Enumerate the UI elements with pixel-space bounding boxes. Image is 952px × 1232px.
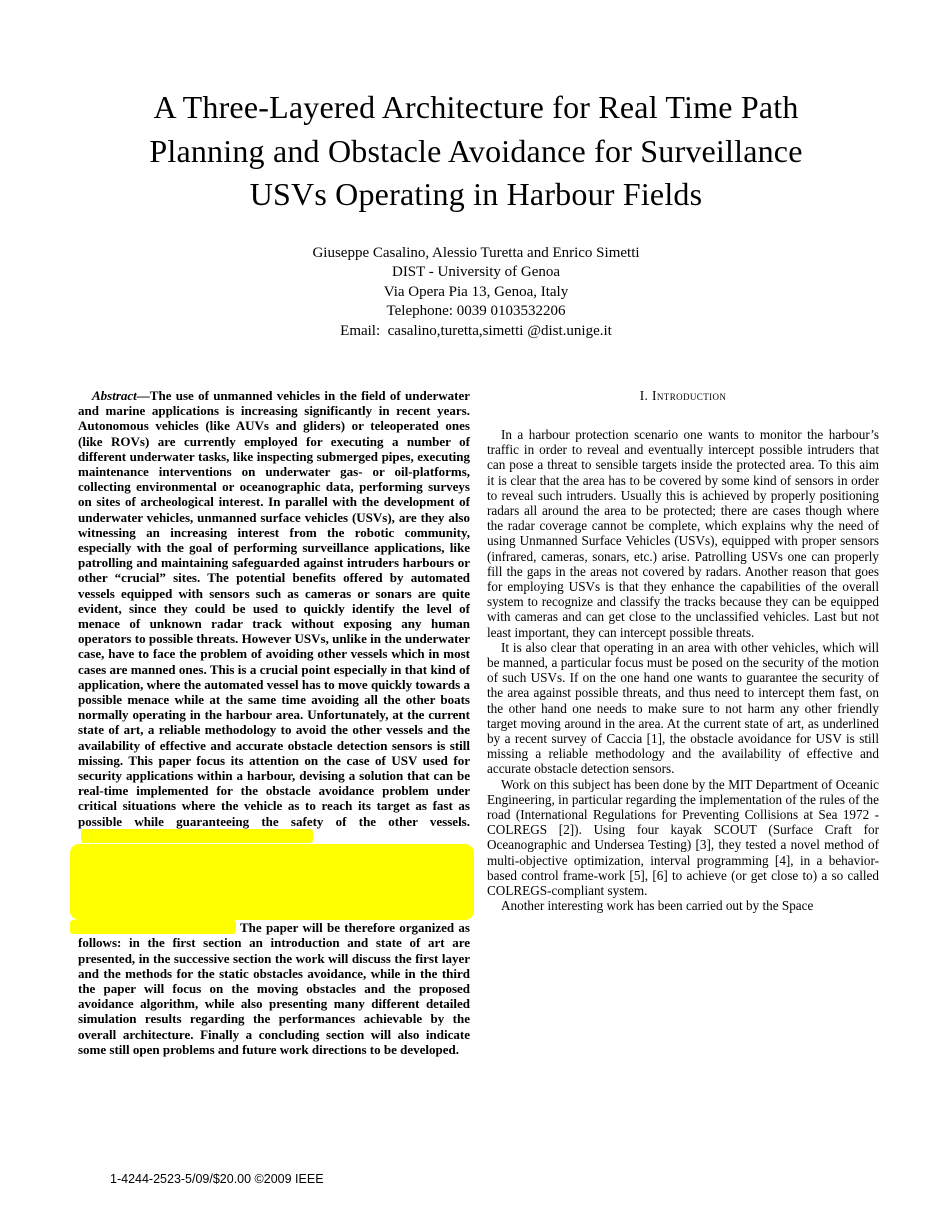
intro-paragraph-2: It is also clear that operating in an area with other vehicles, which will be manned, a particular focus must be posed on the security of the motion of such USVs. If on the one hand one wants to guarantee the security of the area against possible threats, and thus need to intercept them fast, on the other hand one needs to make sure to not harm any other friendly target moving around in the area. At the current state of art, as underlined by a recent survey of Caccia [1], the obstacle avoidance for USV is still missing a reliable methodology and the availability of effective and accurate obstacle detection sensors. [487, 639, 879, 777]
title-line-3: USVs Operating in Harbour Fields [249, 176, 703, 212]
right-column [487, 388, 879, 1057]
author-names: Giuseppe Casalino, Alessio Turetta and Enrico Simetti [312, 244, 640, 261]
telephone: Telephone: 0039 0103532206 [386, 303, 566, 319]
abstract-paragraph-continued [78, 920, 470, 1057]
left-column [78, 388, 470, 1057]
abstract-text-part2: The paper will be therefore organized as follows: in the first section an introduction and state of art are presented, in the successive section the work will discuss the first layer and the methods for the static obstacles avoidance, while in the third the paper will focus on the moving obstacles and the proposed avoidance algorithm, while also presenting many different detailed simulation results regarding the performances achievable by the overall architecture. Finally a concluding section will also indicate some still open problems and future work directions to be developed. [78, 920, 470, 1057]
paper-title [0, 0, 952, 217]
abstract-paragraph [78, 388, 470, 844]
two-column-body [78, 388, 879, 1057]
title-line-1: A Three-Layered Architecture for Real Time Path [153, 89, 799, 125]
intro-paragraph-3: Work on this subject has been done by the MIT Department of Oceanic Engineering, in particular regarding the implementation of the rules of the road (International Regulations for Preventing Collisions at Sea 1972 - COLREGS [2]). Using four kayak SCOUT (Surface Craft for Oceanographic and Undersea Testing) [3], they tested a novel method of multi-objective optimization, interval programming [4], in a behavior-based control frame-work [5], [6] to achieve (or get close to) a so called COLREGS-compliant system. [487, 776, 879, 899]
email: Email: casalino,turetta,simetti @dist.unige.it [340, 322, 612, 339]
address: Via Opera Pia 13, Genoa, Italy [383, 283, 569, 300]
intro-paragraph-4: Another interesting work has been carried out by the Space [501, 898, 814, 914]
abstract-label: Abstract [92, 388, 137, 403]
highlight-stroke-lead [70, 920, 236, 934]
abstract-text-part1: —The use of unmanned vehicles in the field of underwater and marine applications is increasing significantly in recent years. Autonomous vehicles (like AUVs and gliders) or teleoperated ones (like ROVs) are currently employed for executing a number of different underwater tasks, like inspecting submerged pipes, executing maintenance interventions on underwater gas- or oil-platforms, collecting environmental or oceanographic data, performing surveys on sites of archeological interest. In parallel with the development of underwater vehicles, unmanned surface vehicles (USVs), are they also witnessing an increasing interest from the robotic community, especially with the goal of performing surveillance applications, like patrolling and maintaining safeguarded against intruders harbours or other “crucial” sites. The potential benefits offered by automated vessels equipped with sensors such as cameras or sonars are quite evident, since they could be used to quickly identify the level of menace of unknown radar track without exposing any human operators to possible threats. However USVs, unlike in the underwater case, have to face the problem of avoiding other vessels which in most cases are manned ones. This is a crucial point especially in that kind of application, where the automated vessel has to move quickly towards a possible menace while at the same time avoiding all the other boats normally operating in the harbour area. Unfortunately, at the current state of art, a reliable methodology to avoid the other vessels and the availability of effective and accurate obstacle detection sensors is still missing. This paper focus its attention on the case of USV used for security applications within a harbour, devising a solution that can be real-time implemented for the obstacle avoidance problem under critical situations where the vehicle as to reach its target as fast as possible while guaranteeing the safety of the other vessels. [78, 388, 470, 829]
author-block [0, 244, 952, 342]
section-heading-introduction: I. Introduction [639, 388, 727, 403]
title-line-2: Planning and Obstacle Avoidance for Surveillance [149, 132, 803, 169]
affiliation: DIST - University of Genoa [391, 264, 561, 280]
copyright-notice: 1-4244-2523-5/09/$20.00 ©2009 IEEE [110, 1172, 324, 1186]
highlight-stroke-tail [81, 829, 313, 843]
intro-paragraph-1: In a harbour protection scenario one wants to monitor the harbour’s traffic in order to reveal and eventually intercept possible intruders that can pose a threat to sensible targets inside the protected area. To this aim it is clear that the area has to be covered by some kind of sensors in order to reveal such intruders. Usually this is achieved by properly positioning radars all around the area to be protected; there are cases though where the radar coverage cannot be complete, which explains why the need of using Unmanned Surface Vehicles (USVs), equipped with proper sensors (infrared, cameras, sonars, etc.) arise. Patrolling USVs one can properly fill the gaps in the areas not covered by radars. Another reason that goes for employing USVs is that they enhance the capabilities of the overall system to recognize and classify the tracks because they can be equipped with cameras and can get close to the unclassified vehicles. Last but not least important, they can intercept possible threats. [487, 427, 879, 640]
highlight-redaction-block [70, 844, 474, 920]
